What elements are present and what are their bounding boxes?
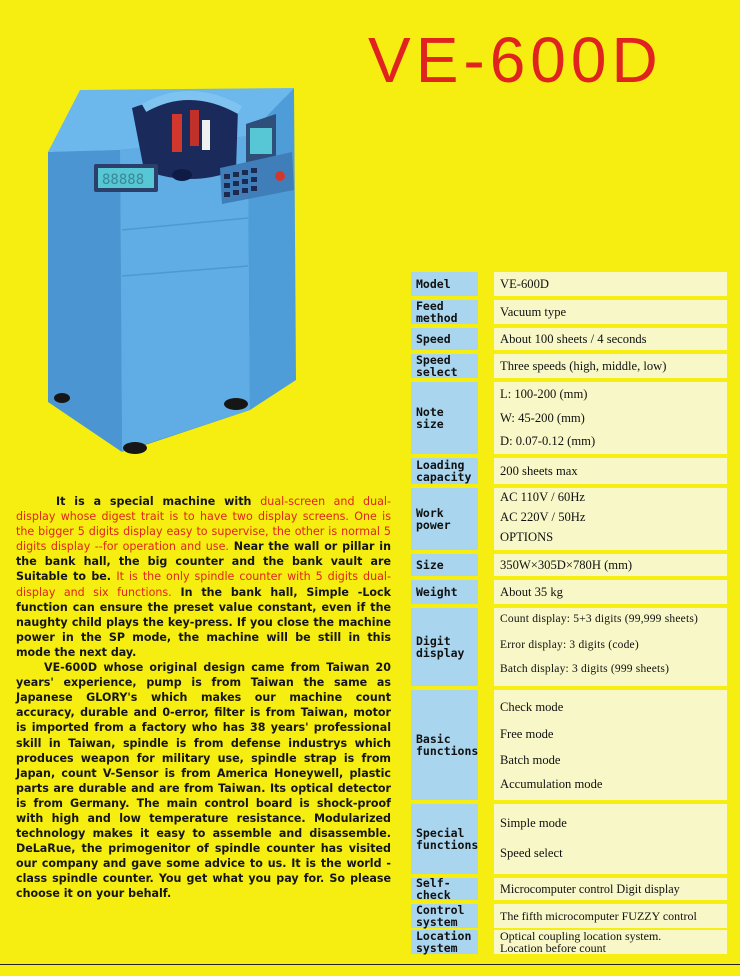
- spec-value: [494, 930, 727, 954]
- spec-value-line: Free mode: [500, 727, 554, 741]
- spec-label: Digit display: [411, 608, 482, 686]
- description-text-run: Near the wall or pillar in the bank hall, the big counter and the bank vault are Suitable to be.: [16, 540, 391, 584]
- spec-value: Vacuum type: [494, 300, 727, 324]
- spec-label: Model: [411, 272, 482, 296]
- spec-row-basic-functions: [411, 690, 727, 800]
- spec-label: Speed: [411, 328, 482, 350]
- spec-value-line: Speed select: [500, 846, 563, 860]
- spec-row-digit-display: [411, 608, 727, 686]
- spec-label: Feed method: [411, 300, 482, 324]
- spec-row-self-check: [411, 878, 727, 900]
- spec-row-loading-capacity: [411, 458, 727, 484]
- spec-row-note-size: [411, 382, 727, 454]
- spec-value-line: D: 0.07-0.12 (mm): [500, 434, 596, 448]
- spec-value: 350W×305D×780H (mm): [494, 554, 727, 576]
- spec-value-line: Batch mode: [500, 753, 561, 767]
- spec-value-line: Check mode: [500, 700, 564, 714]
- bottom-border: [0, 964, 740, 976]
- spec-value: [494, 382, 727, 454]
- spec-value-line: L: 100-200 (mm): [500, 387, 588, 401]
- spec-value-line: Simple mode: [500, 816, 567, 830]
- description-text: [16, 494, 391, 902]
- spec-row-special-functions: [411, 804, 727, 874]
- spec-value: The fifth microcomputer FUZZY control: [494, 904, 727, 928]
- spec-value-line: Accumulation mode: [500, 777, 603, 791]
- spec-value: VE-600D: [494, 272, 727, 296]
- spec-label: Control system: [411, 904, 482, 928]
- description-text-run: It is a special machine with: [56, 495, 261, 508]
- spec-value-line: Batch display: 3 digits (999 sheets): [500, 663, 670, 675]
- description-paragraph-1: [16, 494, 391, 660]
- spec-value-line: Count display: 5+3 digits (99,999 sheets): [500, 613, 699, 625]
- spec-value-line: Location before count: [500, 941, 606, 955]
- description-paragraph-2: VE-600D whose original design came from Taiwan 20 years' experience, pump is from Taiwan the same as Japanese GLORY's which makes our machine count accuracy, durable and 0-error, filter is from Taiwan, motor is imported from a factory who has 38 years' professional skill in Taiwan, spindle is from defense industrys which produces weapon for military use, spindle strap is from Japan, count V-Sensor is from America Honeywell, plastic parts are durable and are from Taiwan. Its optical detector is from Germany. The main control board is shock-proof with high and low temperature resistance. Modularized technology makes it easy to assemble and disassemble. DeLaRue, the primogenitor of spindle counter has visited our company and gave some advice to us. It is the world -class spindle counter. You get what you pay for. So please choose it on your behalf.: [16, 661, 391, 901]
- spec-row-model: [411, 272, 727, 296]
- spec-value: [494, 690, 727, 800]
- spec-label: Work power: [411, 488, 482, 550]
- product-title: VE-600D: [368, 24, 663, 96]
- spec-label: Size: [411, 554, 482, 576]
- spec-value-line: Optical coupling location system.: [500, 929, 662, 943]
- spec-label: Special functions: [411, 804, 482, 874]
- spec-value: [494, 608, 727, 686]
- spec-label: Location system: [411, 930, 482, 954]
- description-highlight: dual-screen and dual- display whose digest trait is to have two display screens. One is the bigger 5 digits display easy to supervise, the other is normal 5 digits display --for operation and use.: [16, 495, 391, 554]
- spec-value: About 100 sheets / 4 seconds: [494, 328, 727, 350]
- spec-table: [411, 272, 727, 954]
- spec-row-weight: [411, 580, 727, 604]
- spec-label: Self-check: [411, 878, 482, 900]
- spec-row-speed: [411, 328, 727, 350]
- spec-value-line: Error display: 3 digits (code): [500, 639, 639, 651]
- spec-value-line: W: 45-200 (mm): [500, 411, 585, 425]
- spec-label: Note size: [411, 382, 482, 454]
- spec-row-location-system: [411, 930, 727, 954]
- spec-label: Basic functions: [411, 690, 482, 800]
- spec-value-line: AC 220V / 50Hz: [500, 510, 586, 524]
- spec-row-control-system: [411, 904, 727, 928]
- svg-text:88888: 88888: [102, 172, 145, 188]
- spec-value: [494, 804, 727, 874]
- spec-row-size: [411, 554, 727, 576]
- spec-value-line: OPTIONS: [500, 530, 554, 544]
- spec-value: [494, 488, 727, 550]
- spec-value: Three speeds (high, middle, low): [494, 354, 727, 378]
- spec-label: Weight: [411, 580, 482, 604]
- spec-row-speed-select: [411, 354, 727, 378]
- spec-value: 200 sheets max: [494, 458, 727, 484]
- spec-value-line: AC 110V / 60Hz: [500, 490, 586, 504]
- spec-row-work-power: [411, 488, 727, 550]
- spec-row-feed-method: [411, 300, 727, 324]
- spec-label: Speed select: [411, 354, 482, 378]
- description-text-run: In the bank hall, Simple -Lock function can ensure the preset value constant, even if the naughty child plays the key-press. If you close the machine power in the SP mode, the machine will be still in this mode the next day.: [16, 585, 391, 659]
- spec-label: Loading capacity: [411, 458, 482, 484]
- spec-value: Microcomputer control Digit display: [494, 878, 727, 900]
- description-highlight: It is the only spindle counter with 5 digits dual-display and six functions.: [16, 570, 391, 599]
- counting-machine-image: [40, 80, 340, 470]
- spec-value: About 35 kg: [494, 580, 727, 604]
